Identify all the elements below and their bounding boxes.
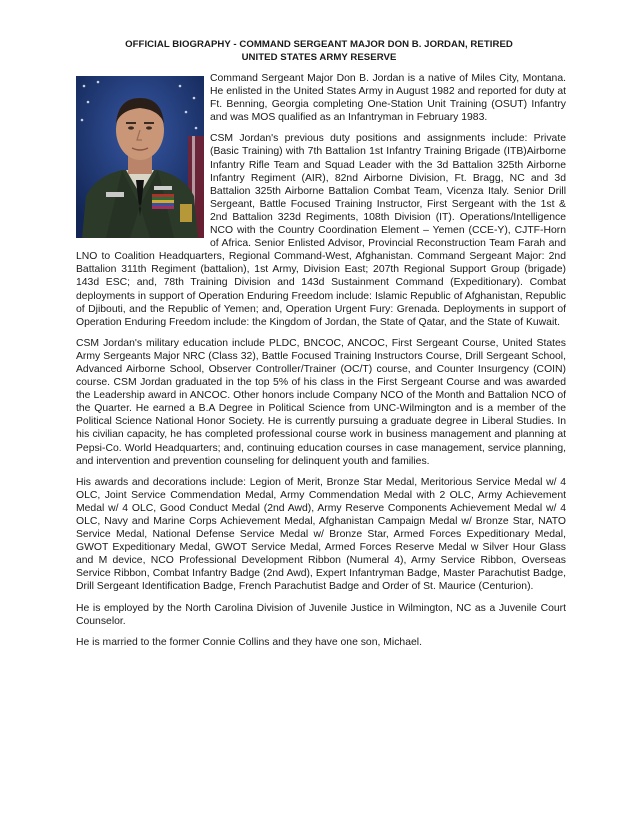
biography-text [76,72,566,657]
bio-paragraph-employment: He is employed by the North Carolina Division of Juvenile Justice in Wilmington, NC as a Juvenile Court Counselor. [76,602,566,627]
title-line-1: OFFICIAL BIOGRAPHY - COMMAND SERGEANT MAJOR DON B. JORDAN, RETIRED [125,39,513,50]
bio-paragraph-awards: His awards and decorations include: Legion of Merit, Bronze Star Medal, Meritorious Service Medal w/ 4 OLC, Joint Service Commendation Medal, Army Commendation Medal with 2 OLC, Army Achievement Medal w/ 4 OLC, Good Conduct Medal (2nd Awd), Army Reserve Components Achievement Medal w/ 4 OLC, Navy and Marine Corps Achievement Medal, Afghanistan Campaign Medal w/ Bronze Star, NATO Service Medal, National Defense Service Medal w/ Bronze Star, Armed Forces Expeditionary Medal, GWOT Expeditionary Medal, GWOT Service Medal, Armed Forces Reserve Medal w Silver Hour Glass and M device, NCO Professional Development Ribbon (Numeral 4), Army Service Ribbon, Overseas Service Ribbon, Combat Infantry Badge (2nd Awd), Expert Infantryman Badge, Master Parachutist Badge, Drill Sergeant Identification Badge, French Parachutist Badge and Order of St. Maurice (Centurion). [76,476,566,593]
bio-paragraph-assignments: CSM Jordan's previous duty positions and assignments include: Private (Basic Training) with 7th Battalion 1st Infantry Training Brigade (ITB)Airborne Infantry Rifle Team and Squad Leader with the 3d Battalion 325th Airborne Infantry Regiment (AIR), 82nd Airborne Division, Ft. Bragg, NC and 3d Battalion 325th Airborne Battalion Combat Team, Vicenza Italy. Senior Drill Sergeant, Battle Focused Training Instructor, First Sergeant with the 1st & 2nd Battalion 323d Regiments, 108th Division (IT). Operations/Intelligence NCO with the Country Coordination Element – Yemen (CCE-Y), CJTF-Horn of Africa. Senior Enlisted Advisor, Provincial Reconstruction Team Farah and LNO to Coalition Headquarters, Regional Command-West, Afghanistan. Command Sergeant Major: 2nd Battalion 311th Regiment (battalion), 1st Army, Division East; 207th Regional Support Group (brigade) 143d ESC; and, 78th Training Division and 143d Sustainment Command (Expeditionary). Combat deployments in support of Operation Enduring Freedom include: Islamic Republic of Afghanistan, Republic of Djibouti, and the Republic of Yemen; and, Operation Urgent Fury: Grenada. Deployments in support of Operation Enduring Freedom include: the Kingdom of Jordan, the State of Qatar, and the State of Kuwait. [76,133,566,328]
bio-paragraph-family: He is married to the former Connie Collins and they have one son, Michael. [76,636,422,648]
document-title [60,38,578,64]
bio-paragraph-intro: Command Sergeant Major Don B. Jordan is a native of Miles City, Montana. He enlisted in the United States Army in August 1982 and reported for duty at Ft. Benning, Georgia completing One-Station Unit Training (OSUT) Infantry and was MOS qualified as an Infantryman in February 1983. [210,73,566,124]
title-line-2: UNITED STATES ARMY RESERVE [241,52,397,63]
bio-paragraph-education: CSM Jordan's military education include PLDC, BNCOC, ANCOC, First Sergeant Course, United States Army Sergeants Major NRC (Class 32), Battle Focused Training Instructors Course, Drill Sergeant School, Advanced Airborne School, Observer Controller/Trainer (OC/T) course, and Counter Insurgency (COIN) course. CSM Jordan graduated in the top 5% of his class in the First Sergeant Course and was awarded the Leadership award in ANCOC. Other honors include Company NCO of the Month and Battalion NCO of the Quarter. He earned a B.A Degree in Political Science from UNC-Wilmington and is a member of the Political Science National Honor Society. He is currently pursuing a graduate degree in Liberal Studies. In his civilian capacity, he has completed professional course work in business management and planning at Pepsi-Co. World Headquarters; and, continuing education courses in case management, service planning, and intervention and prevention counseling for delinquent youth and families. [76,337,566,467]
